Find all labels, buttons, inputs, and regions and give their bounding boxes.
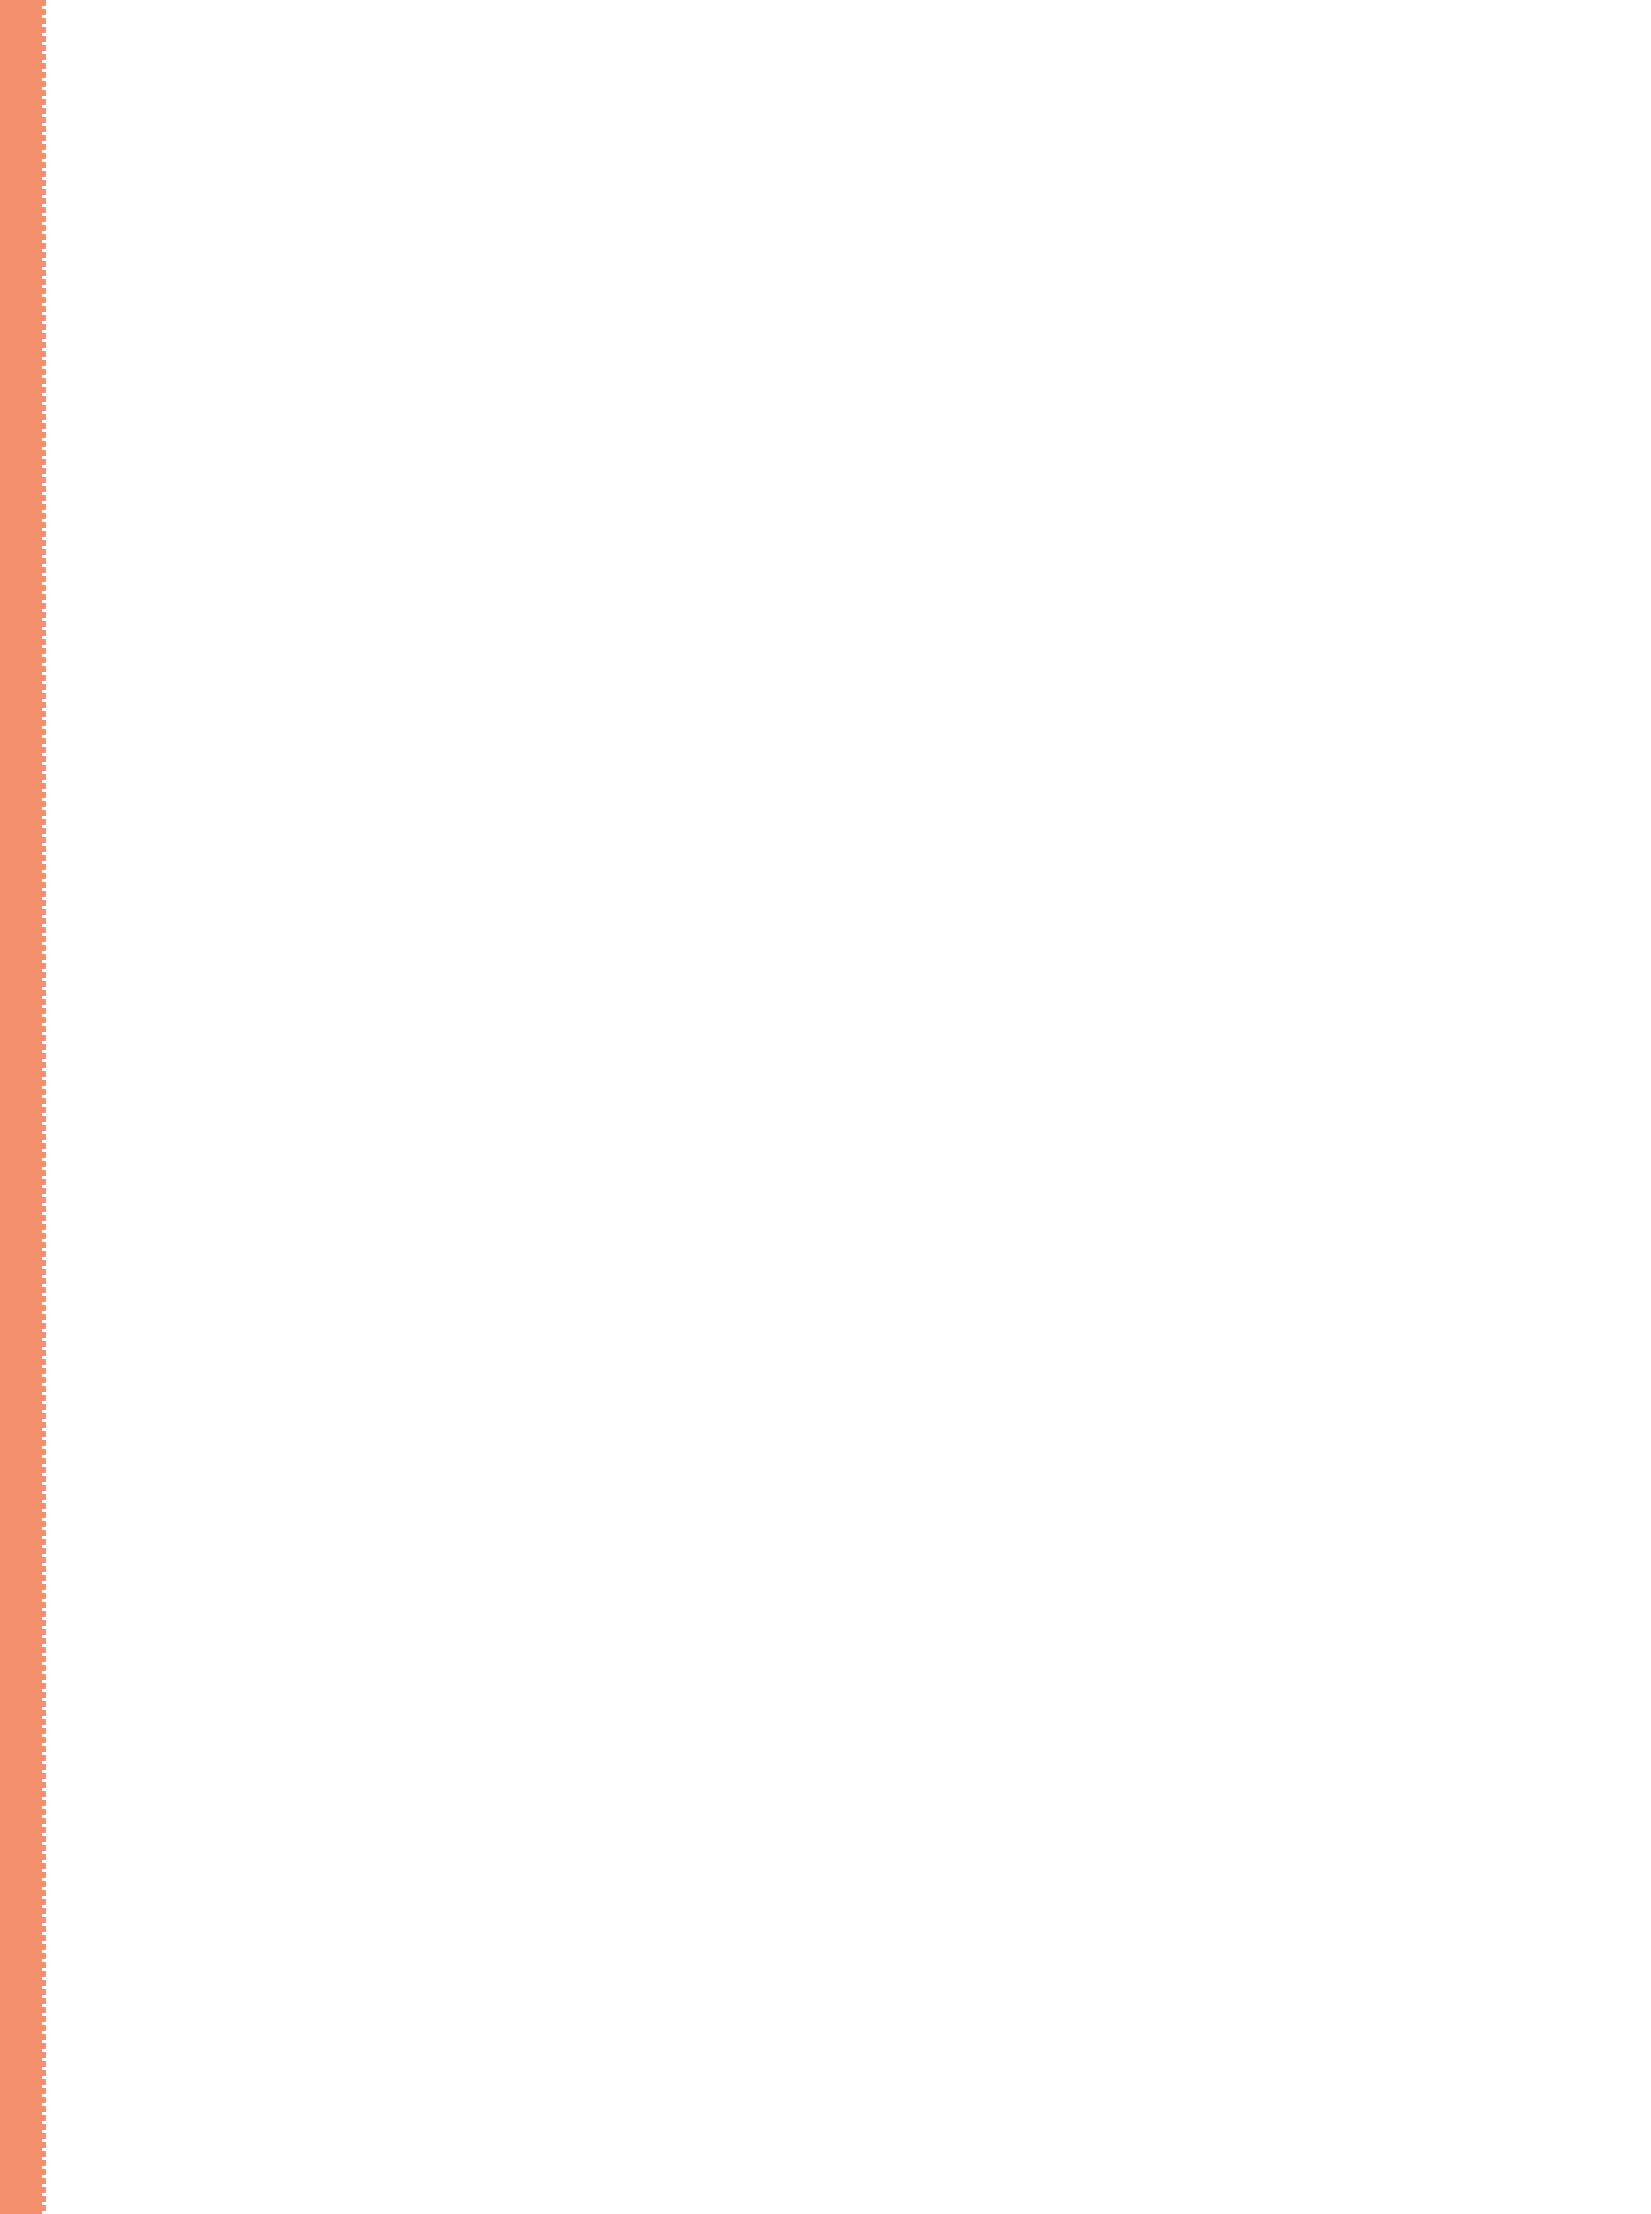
side-stripe-stitched-edge	[42, 0, 46, 2214]
page-side-stripe	[0, 0, 44, 2214]
page-footer	[120, 2128, 138, 2152]
frame-pattern-chart	[900, 110, 1500, 650]
border-strip-pattern-chart	[900, 660, 1500, 800]
title-underline-stitch	[0, 100, 555, 112]
tip-content	[55, 900, 515, 902]
tip-badge	[55, 830, 515, 1280]
